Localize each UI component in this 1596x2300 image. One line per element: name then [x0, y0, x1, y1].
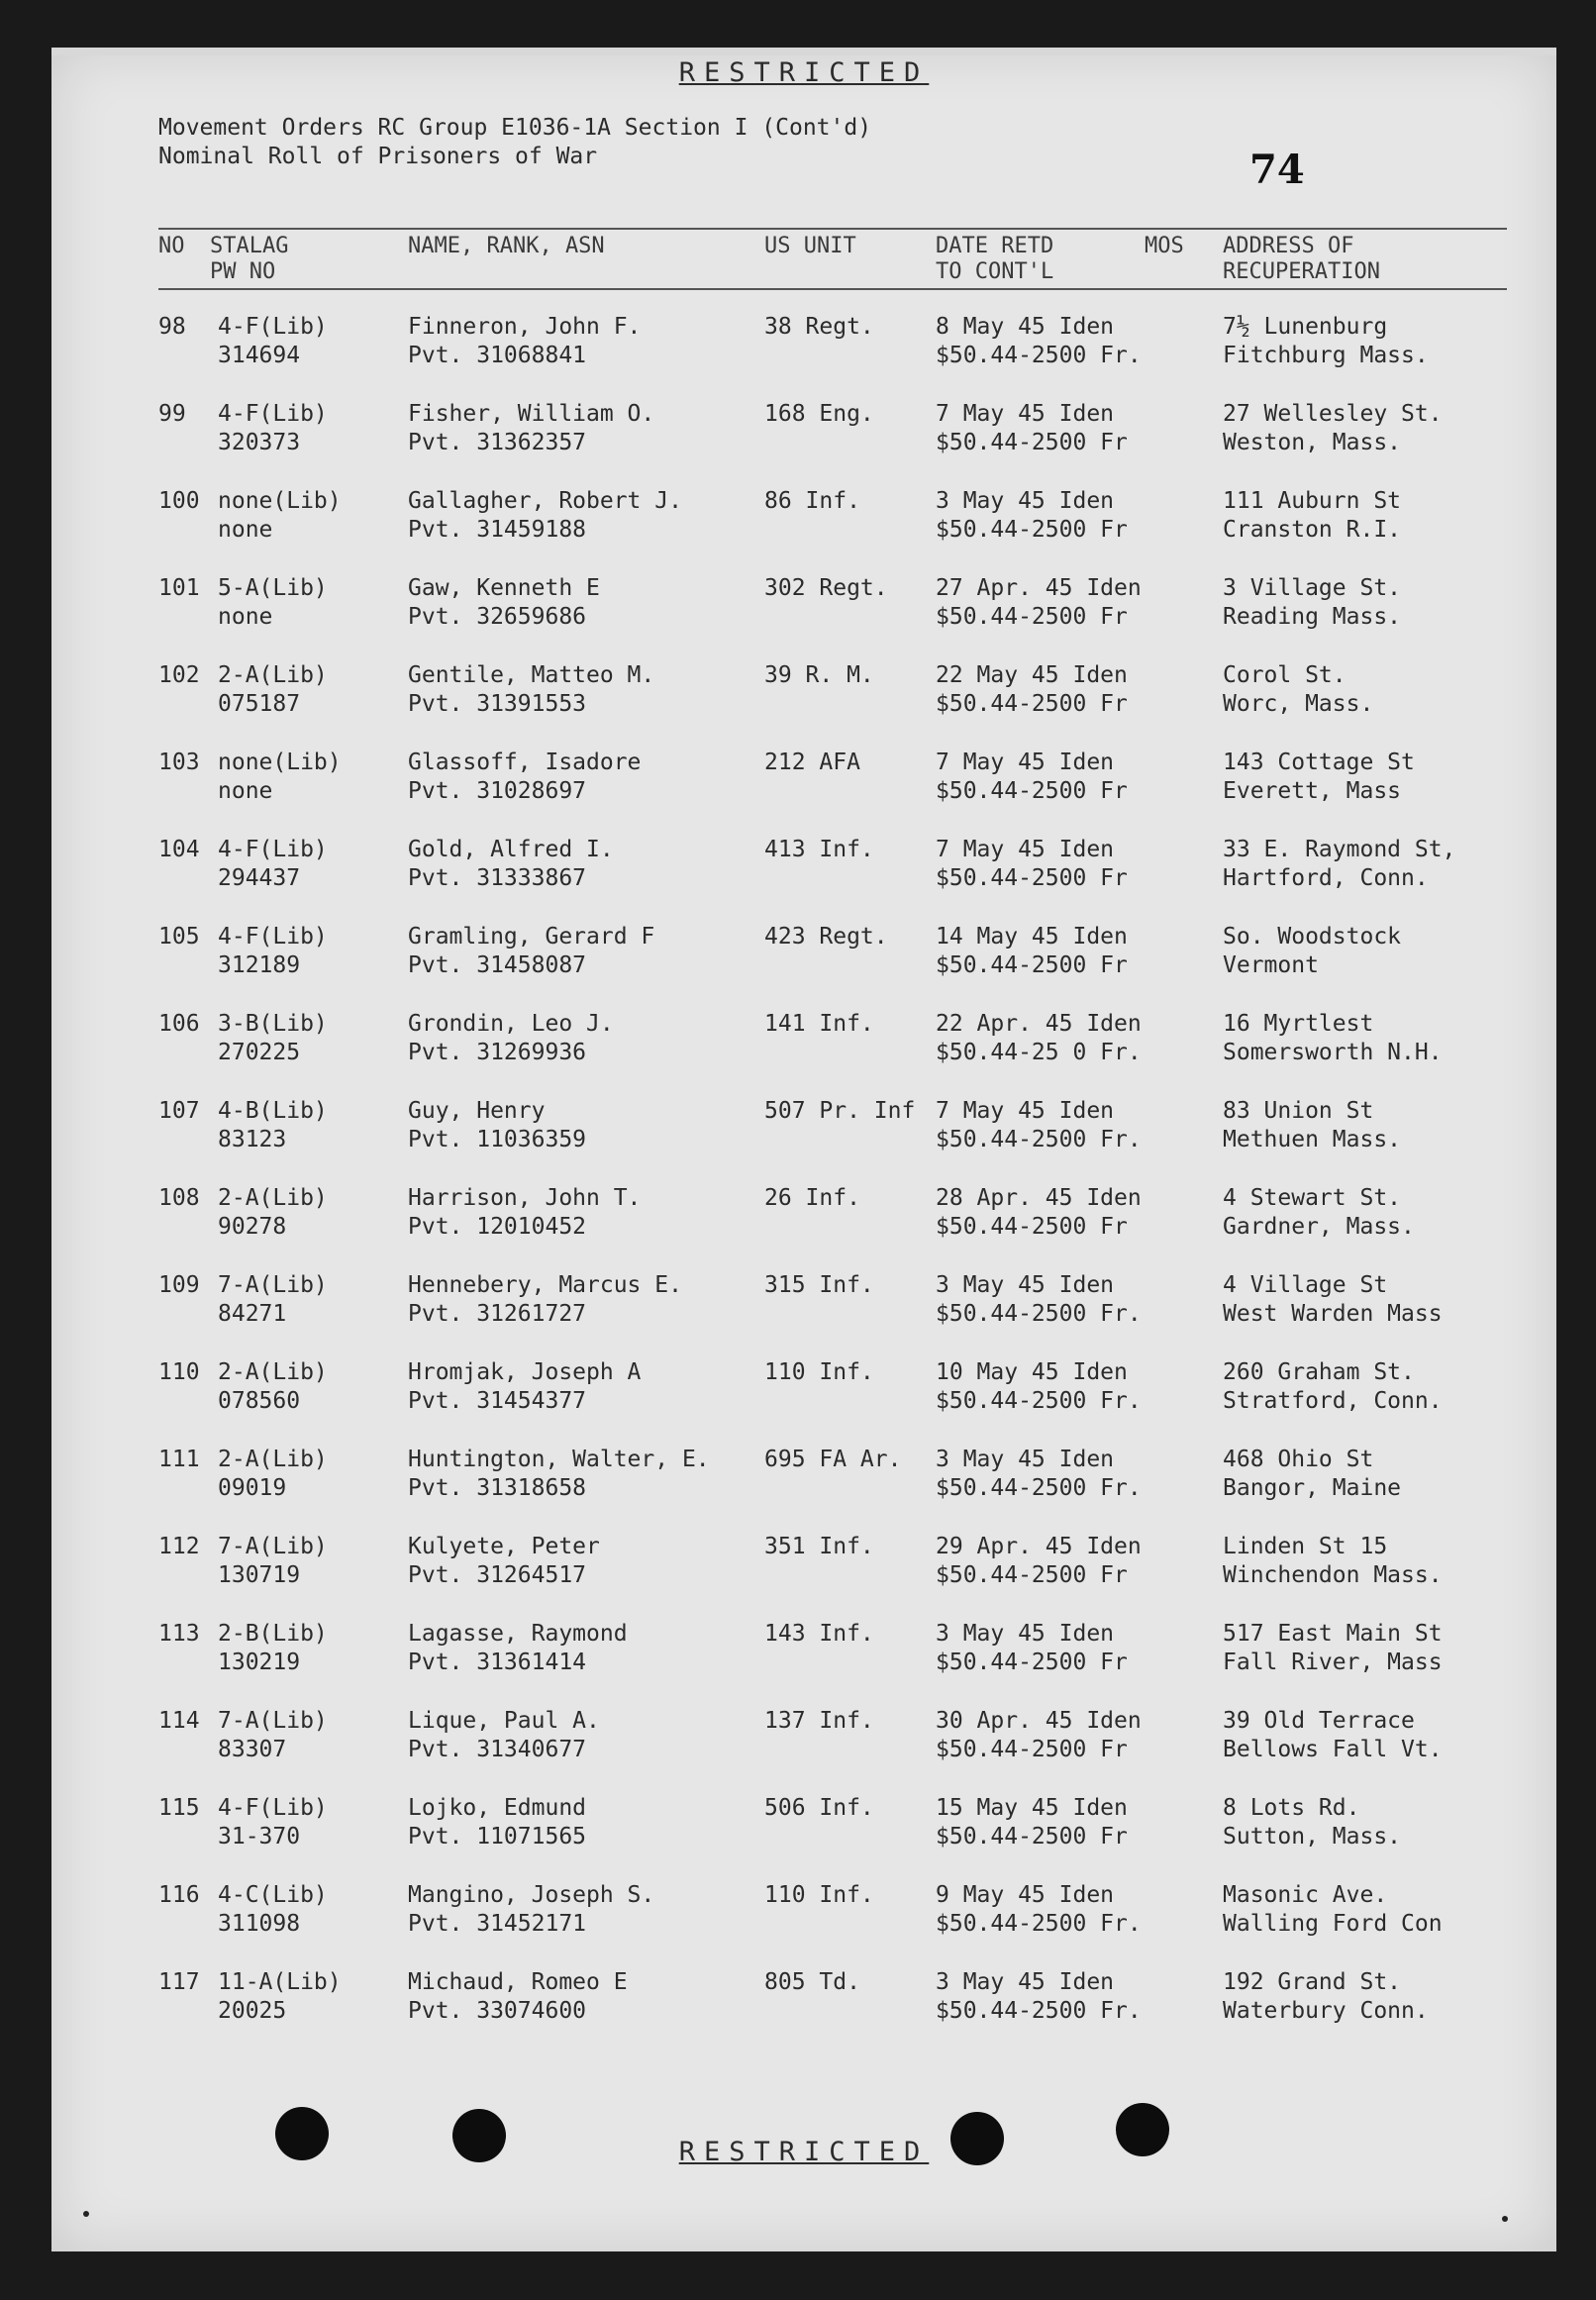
row-pw-no: 078560: [218, 1388, 301, 1414]
row-date: 3 May 45 Iden: [936, 488, 1115, 514]
row-unit: 137 Inf.: [764, 1708, 874, 1734]
row-amount: $50.44-2500 Fr: [936, 1824, 1128, 1850]
row-unit: 805 Td.: [764, 1969, 860, 1995]
row-no: 106: [158, 1011, 200, 1037]
row-address-1: 4 Village St: [1223, 1272, 1388, 1298]
row-date: 9 May 45 Iden: [936, 1882, 1115, 1908]
row-amount: $50.44-2500 Fr.: [936, 343, 1142, 368]
col-mos: MOS: [1145, 234, 1184, 258]
row-unit: 506 Inf.: [764, 1795, 874, 1821]
row-date: 7 May 45 Iden: [936, 401, 1115, 427]
row-pw-no: 320373: [218, 430, 301, 455]
row-address-2: Sutton, Mass.: [1223, 1824, 1402, 1850]
row-name: Lagasse, Raymond: [408, 1621, 628, 1647]
row-stalag: 4-F(Lib): [218, 401, 328, 427]
row-stalag: 2-B(Lib): [218, 1621, 328, 1647]
row-unit: 351 Inf.: [764, 1534, 874, 1559]
row-no: 115: [158, 1795, 200, 1821]
row-name: Glassoff, Isadore: [408, 750, 642, 775]
row-stalag: 4-F(Lib): [218, 314, 328, 340]
row-address-2: Waterbury Conn.: [1223, 1998, 1429, 2024]
row-pw-no: 312189: [218, 952, 301, 978]
row-no: 101: [158, 575, 200, 601]
row-rank-asn: Pvt. 31361414: [408, 1650, 587, 1675]
row-name: Lique, Paul A.: [408, 1708, 600, 1734]
row-rank-asn: Pvt. 31362357: [408, 430, 587, 455]
row-date: 14 May 45 Iden: [936, 924, 1128, 950]
row-no: 108: [158, 1185, 200, 1211]
row-no: 105: [158, 924, 200, 950]
row-pw-no: 311098: [218, 1911, 301, 1937]
row-amount: $50.44-2500 Fr: [936, 1214, 1128, 1240]
row-amount: $50.44-2500 Fr.: [936, 1911, 1142, 1937]
row-name: Gaw, Kenneth E: [408, 575, 600, 601]
row-unit: 110 Inf.: [764, 1882, 874, 1908]
row-date: 3 May 45 Iden: [936, 1272, 1115, 1298]
row-stalag: 4-F(Lib): [218, 924, 328, 950]
row-address-1: 16 Myrtlest: [1223, 1011, 1374, 1037]
row-address-2: Vermont: [1223, 952, 1319, 978]
row-stalag: none(Lib): [218, 488, 342, 514]
page-number: 74: [1249, 147, 1305, 193]
row-rank-asn: Pvt. 32659686: [408, 604, 587, 630]
row-stalag: 4-F(Lib): [218, 837, 328, 862]
row-pw-no: none: [218, 778, 273, 804]
page-edge: [51, 48, 1556, 55]
row-pw-no: 84271: [218, 1301, 287, 1327]
row-name: Harrison, John T.: [408, 1185, 642, 1211]
row-address-1: 143 Cottage St: [1223, 750, 1415, 775]
row-pw-no: none: [218, 604, 273, 630]
row-rank-asn: Pvt. 31452171: [408, 1911, 587, 1937]
row-unit: 141 Inf.: [764, 1011, 874, 1037]
col-name: NAME, RANK, ASN: [408, 234, 605, 258]
row-address-2: Somersworth N.H.: [1223, 1040, 1443, 1065]
row-amount: $50.44-2500 Fr: [936, 865, 1128, 891]
row-rank-asn: Pvt. 31458087: [408, 952, 587, 978]
row-unit: 26 Inf.: [764, 1185, 860, 1211]
row-rank-asn: Pvt. 31318658: [408, 1475, 587, 1501]
row-no: 116: [158, 1882, 200, 1908]
row-date: 3 May 45 Iden: [936, 1969, 1115, 1995]
row-name: Kulyete, Peter: [408, 1534, 600, 1559]
row-name: Michaud, Romeo E: [408, 1969, 628, 1995]
header-line-1: Movement Orders RC Group E1036-1A Section I (Cont'd): [158, 115, 872, 141]
row-rank-asn: Pvt. 11036359: [408, 1127, 587, 1152]
row-name: Finneron, John F.: [408, 314, 642, 340]
row-rank-asn: Pvt. 31269936: [408, 1040, 587, 1065]
row-date: 15 May 45 Iden: [936, 1795, 1128, 1821]
row-amount: $50.44-2500 Fr: [936, 430, 1128, 455]
row-date: 7 May 45 Iden: [936, 1098, 1115, 1124]
row-address-2: Fall River, Mass: [1223, 1650, 1443, 1675]
row-stalag: 5-A(Lib): [218, 575, 328, 601]
row-unit: 423 Regt.: [764, 924, 888, 950]
row-rank-asn: Pvt. 31340677: [408, 1737, 587, 1762]
row-name: Hromjak, Joseph A: [408, 1359, 642, 1385]
row-rank-asn: Pvt. 31261727: [408, 1301, 587, 1327]
row-address-2: Bellows Fall Vt.: [1223, 1737, 1443, 1762]
row-date: 8 May 45 Iden: [936, 314, 1115, 340]
row-rank-asn: Pvt. 31264517: [408, 1562, 587, 1588]
row-address-1: 83 Union St: [1223, 1098, 1374, 1124]
row-amount: $50.44-2500 Fr: [936, 1562, 1128, 1588]
row-stalag: 2-A(Lib): [218, 1359, 328, 1385]
row-name: Huntington, Walter, E.: [408, 1447, 710, 1472]
row-address-2: Reading Mass.: [1223, 604, 1402, 630]
row-address-2: Bangor, Maine: [1223, 1475, 1402, 1501]
speck: [83, 2211, 89, 2217]
row-unit: 695 FA Ar.: [764, 1447, 902, 1472]
row-unit: 507 Pr. Inf: [764, 1098, 916, 1124]
row-unit: 110 Inf.: [764, 1359, 874, 1385]
row-amount: $50.44-2500 Fr.: [936, 1127, 1142, 1152]
header-line-2: Nominal Roll of Prisoners of War: [158, 144, 598, 169]
row-address-1: 39 Old Terrace: [1223, 1708, 1415, 1734]
row-address-2: West Warden Mass: [1223, 1301, 1443, 1327]
row-rank-asn: Pvt. 12010452: [408, 1214, 587, 1240]
row-pw-no: 314694: [218, 343, 301, 368]
row-address-1: 192 Grand St.: [1223, 1969, 1402, 1995]
row-address-2: Fitchburg Mass.: [1223, 343, 1429, 368]
row-address-1: So. Woodstock: [1223, 924, 1402, 950]
row-pw-no: 270225: [218, 1040, 301, 1065]
row-pw-no: 130719: [218, 1562, 301, 1588]
table-top-rule: [158, 228, 1507, 230]
row-pw-no: 09019: [218, 1475, 287, 1501]
row-stalag: none(Lib): [218, 750, 342, 775]
row-rank-asn: Pvt. 31333867: [408, 865, 587, 891]
row-stalag: 7-A(Lib): [218, 1534, 328, 1559]
row-unit: 38 Regt.: [764, 314, 874, 340]
row-amount: $50.44-2500 Fr: [936, 691, 1128, 717]
row-no: 113: [158, 1621, 200, 1647]
row-address-2: Gardner, Mass.: [1223, 1214, 1415, 1240]
row-amount: $50.44-2500 Fr: [936, 778, 1128, 804]
row-date: 10 May 45 Iden: [936, 1359, 1128, 1385]
col-address: ADDRESS OF: [1223, 234, 1354, 258]
col-date: DATE RETD: [936, 234, 1054, 258]
row-address-1: 27 Wellesley St.: [1223, 401, 1443, 427]
row-pw-no: 83307: [218, 1737, 287, 1762]
row-address-1: 8 Lots Rd.: [1223, 1795, 1360, 1821]
col-unit: US UNIT: [764, 234, 856, 258]
row-no: 102: [158, 662, 200, 688]
row-date: 29 Apr. 45 Iden: [936, 1534, 1142, 1559]
row-no: 110: [158, 1359, 200, 1385]
row-stalag: 11-A(Lib): [218, 1969, 342, 1995]
row-unit: 143 Inf.: [764, 1621, 874, 1647]
row-no: 117: [158, 1969, 200, 1995]
row-date: 22 May 45 Iden: [936, 662, 1128, 688]
col-stalag: STALAG: [210, 234, 289, 258]
row-pw-no: 20025: [218, 1998, 287, 2024]
row-no: 99: [158, 401, 186, 427]
row-address-1: Corol St.: [1223, 662, 1347, 688]
table-header-rule: [158, 288, 1507, 290]
row-stalag: 4-F(Lib): [218, 1795, 328, 1821]
row-unit: 302 Regt.: [764, 575, 888, 601]
row-address-1: Linden St 15: [1223, 1534, 1388, 1559]
row-amount: $50.44-2500 Fr: [936, 952, 1128, 978]
row-pw-no: none: [218, 517, 273, 543]
speck: [1502, 2216, 1508, 2222]
row-amount: $50.44-2500 Fr.: [936, 1998, 1142, 2024]
row-address-1: 3 Village St.: [1223, 575, 1402, 601]
row-name: Fisher, William O.: [408, 401, 655, 427]
row-address-2: Walling Ford Con: [1223, 1911, 1443, 1937]
row-unit: 315 Inf.: [764, 1272, 874, 1298]
row-address-2: Stratford, Conn.: [1223, 1388, 1443, 1414]
row-name: Gallagher, Robert J.: [408, 488, 682, 514]
row-stalag: 4-B(Lib): [218, 1098, 328, 1124]
row-pw-no: 90278: [218, 1214, 287, 1240]
row-amount: $50.44-2500 Fr: [936, 604, 1128, 630]
row-no: 100: [158, 488, 200, 514]
row-unit: 86 Inf.: [764, 488, 860, 514]
row-unit: 212 AFA: [764, 750, 860, 775]
row-address-1: 7½ Lunenburg: [1223, 314, 1388, 340]
row-date: 28 Apr. 45 Iden: [936, 1185, 1142, 1211]
row-stalag: 2-A(Lib): [218, 1447, 328, 1472]
row-no: 114: [158, 1708, 200, 1734]
row-address-2: Cranston R.I.: [1223, 517, 1402, 543]
row-no: 104: [158, 837, 200, 862]
row-pw-no: 31-370: [218, 1824, 301, 1850]
row-rank-asn: Pvt. 31459188: [408, 517, 587, 543]
row-unit: 168 Eng.: [764, 401, 874, 427]
row-pw-no: 075187: [218, 691, 301, 717]
row-date: 7 May 45 Iden: [936, 750, 1115, 775]
row-date: 3 May 45 Iden: [936, 1621, 1115, 1647]
row-stalag: 3-B(Lib): [218, 1011, 328, 1037]
document-page: [51, 48, 1556, 2251]
row-name: Gold, Alfred I.: [408, 837, 614, 862]
row-name: Lojko, Edmund: [408, 1795, 587, 1821]
row-pw-no: 83123: [218, 1127, 287, 1152]
row-no: 112: [158, 1534, 200, 1559]
row-amount: $50.44-25 0 Fr.: [936, 1040, 1142, 1065]
row-rank-asn: Pvt. 31028697: [408, 778, 587, 804]
row-pw-no: 294437: [218, 865, 301, 891]
row-address-1: 260 Graham St.: [1223, 1359, 1415, 1385]
row-amount: $50.44-2500 Fr: [936, 1737, 1128, 1762]
row-date: 7 May 45 Iden: [936, 837, 1115, 862]
row-stalag: 7-A(Lib): [218, 1272, 328, 1298]
row-name: Guy, Henry: [408, 1098, 546, 1124]
row-address-2: Winchendon Mass.: [1223, 1562, 1443, 1588]
classification-top: RESTRICTED: [678, 57, 930, 88]
row-name: Grondin, Leo J.: [408, 1011, 614, 1037]
row-stalag: 4-C(Lib): [218, 1882, 328, 1908]
row-address-2: Hartford, Conn.: [1223, 865, 1429, 891]
row-name: Gentile, Matteo M.: [408, 662, 655, 688]
row-no: 107: [158, 1098, 200, 1124]
row-no: 111: [158, 1447, 200, 1472]
row-date: 22 Apr. 45 Iden: [936, 1011, 1142, 1037]
row-unit: 413 Inf.: [764, 837, 874, 862]
row-rank-asn: Pvt. 11071565: [408, 1824, 587, 1850]
row-pw-no: 130219: [218, 1650, 301, 1675]
row-address-1: 33 E. Raymond St,: [1223, 837, 1456, 862]
row-stalag: 2-A(Lib): [218, 662, 328, 688]
col-date-2: TO CONT'L: [936, 259, 1054, 284]
row-date: 27 Apr. 45 Iden: [936, 575, 1142, 601]
row-no: 109: [158, 1272, 200, 1298]
row-date: 30 Apr. 45 Iden: [936, 1708, 1142, 1734]
row-address-1: 111 Auburn St: [1223, 488, 1402, 514]
row-rank-asn: Pvt. 31454377: [408, 1388, 587, 1414]
row-date: 3 May 45 Iden: [936, 1447, 1115, 1472]
row-rank-asn: Pvt. 31391553: [408, 691, 587, 717]
row-no: 103: [158, 750, 200, 775]
row-amount: $50.44-2500 Fr.: [936, 1301, 1142, 1327]
row-name: Mangino, Joseph S.: [408, 1882, 655, 1908]
row-unit: 39 R. M.: [764, 662, 874, 688]
row-amount: $50.44-2500 Fr: [936, 517, 1128, 543]
row-stalag: 7-A(Lib): [218, 1708, 328, 1734]
row-address-1: Masonic Ave.: [1223, 1882, 1388, 1908]
row-address-2: Everett, Mass: [1223, 778, 1402, 804]
row-address-1: 468 Ohio St: [1223, 1447, 1374, 1472]
row-address-2: Worc, Mass.: [1223, 691, 1374, 717]
row-stalag: 2-A(Lib): [218, 1185, 328, 1211]
row-amount: $50.44-2500 Fr: [936, 1650, 1128, 1675]
row-address-2: Weston, Mass.: [1223, 430, 1402, 455]
row-name: Gramling, Gerard F: [408, 924, 655, 950]
row-amount: $50.44-2500 Fr.: [936, 1388, 1142, 1414]
col-no: NO: [158, 234, 185, 258]
col-pw-no: PW NO: [210, 259, 276, 284]
row-rank-asn: Pvt. 31068841: [408, 343, 587, 368]
row-address-2: Methuen Mass.: [1223, 1127, 1402, 1152]
row-address-1: 517 East Main St: [1223, 1621, 1443, 1647]
classification-bottom: RESTRICTED: [678, 2137, 930, 2167]
row-amount: $50.44-2500 Fr.: [936, 1475, 1142, 1501]
row-address-1: 4 Stewart St.: [1223, 1185, 1402, 1211]
col-address-2: RECUPERATION: [1223, 259, 1380, 284]
row-name: Hennebery, Marcus E.: [408, 1272, 682, 1298]
row-no: 98: [158, 314, 186, 340]
row-rank-asn: Pvt. 33074600: [408, 1998, 587, 2024]
